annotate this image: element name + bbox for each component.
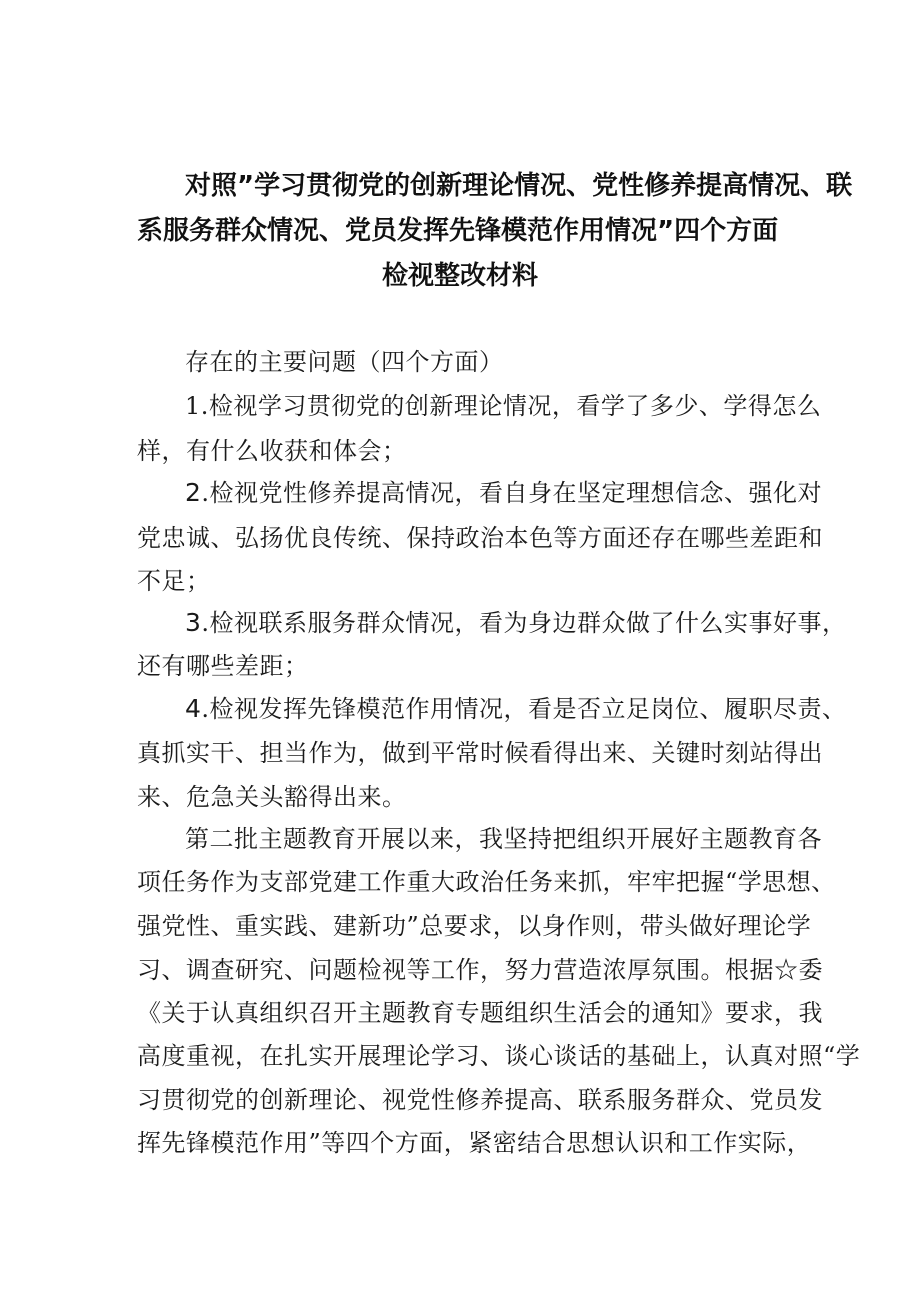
item-2-line-3: 不足； [137,567,211,595]
item-3-number: 3 [185,608,202,637]
item-3-text: .检视联系服务群众情况，看为身边群众做了什么实事好事， [201,609,847,637]
paragraph-line-5: 《关于认真组织召开主题教育专题组织生活会的通知》要求，我 [137,999,823,1027]
paragraph-line-1: 第二批主题教育开展以来，我坚持把组织开展好主题教育各 [185,825,822,853]
paragraph-line-3: 强党性、重实践、建新功”总要求，以身作则，带头做好理论学 [137,912,812,940]
item-3-line-2: 还有哪些差距； [137,652,309,680]
document-title-line-2: 系服务群众情况、党员发挥先锋模范作用情况”四个方面 [137,216,779,246]
document-title-line-1: 对照”学习贯彻党的创新理论情况、党性修养提高情况、联 [185,171,853,201]
paragraph-line-8: 挥先锋模范作用”等四个方面，紧密结合思想认识和工作实际， [137,1129,812,1157]
item-1-line-1: 1.检视学习贯彻党的创新理论情况，看学了多少、学得怎么 [185,392,822,420]
item-4-number: 4 [185,694,202,723]
paragraph-line-2: 项任务作为支部党建工作重大政治任务来抓，牢牢把握“学思想、 [137,868,836,896]
document-title-line-3: 检视整改材料 [381,261,538,291]
item-4-line-1 [185,689,845,729]
item-4-line-2: 真抓实干、担当作为，做到平常时候看得出来、关键时刻站得出 [137,739,823,767]
section-heading: 存在的主要问题（四个方面） [185,348,504,376]
item-4-line-3: 来、危急关头豁得出来。 [137,783,407,811]
paragraph-line-4: 习、调查研究、问题检视等工作，努力营造浓厚氛围。根据☆委 [137,956,823,984]
paragraph-line-7: 习贯彻党的创新理论、视党性修养提高、联系服务群众、党员发 [137,1086,823,1114]
paragraph-line-6: 高度重视，在扎实开展理论学习、谈心谈话的基础上，认真对照“学 [137,1042,861,1070]
item-4-text: .检视发挥先锋模范作用情况，看是否立足岗位、履职尽责、 [201,695,847,723]
item-2-number: 2 [185,478,202,507]
item-2-text: .检视党性修养提高情况，看自身在坚定理想信念、强化对 [201,479,823,507]
item-2-line-2: 党忠诚、弘扬优良传统、保持政治本色等方面还存在哪些差距和 [137,524,823,552]
item-3-line-1 [185,603,845,643]
item-2-line-1 [185,473,845,513]
item-1-line-2: 样，有什么收获和体会； [137,437,407,465]
